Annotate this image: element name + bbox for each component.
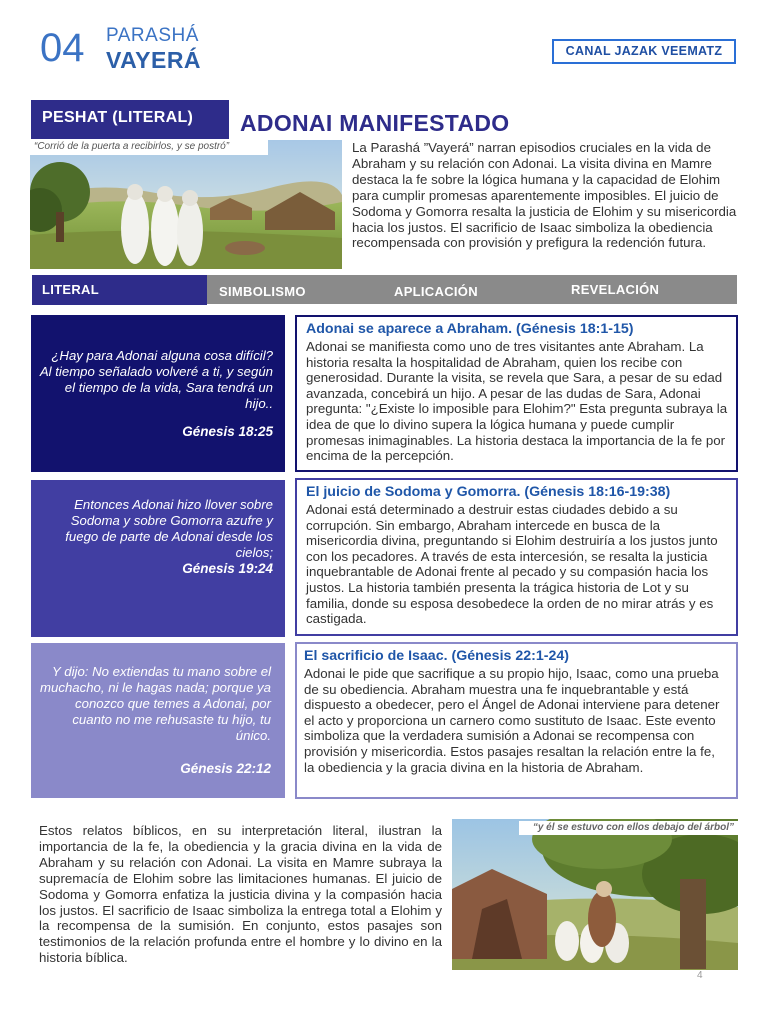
tab-revelacion[interactable]: REVELACIÓN: [561, 272, 737, 304]
quote-text: Y dijo: No extiendas tu mano sobre el muchacho, ni le hagas nada; porque ya conozco que temes a Adonai, por cuanto no me rehusaste tu hijo, tu único.: [40, 664, 271, 743]
card-title: Adonai se aparece a Abraham. (Génesis 18:1-15): [306, 321, 634, 337]
tab-bar: [32, 275, 737, 304]
summary-text: Estos relatos bíblicos, en su interpretación literal, ilustran la importancia de la fe, la obediencia y la gracia divina en la vida de Abraham y su relación con Adonai. La visita en Mamre subraya la supremacía de Elohim sobre las limitaciones humanas. El juicio de Sodoma y Gomorra enfatiza la justicia divina y la compasión hacia los justos. El sacrificio de Isaac simboliza la entrega total a Elohim y la recompensa de la sumisión. En conjunto, estos pasajes son testimonios de la relación profunda entre el hombre y lo divino en la historia bíblica.: [39, 823, 442, 966]
tab-literal[interactable]: LITERAL: [32, 275, 207, 305]
story-card: [295, 642, 738, 799]
page-number: 4: [697, 970, 703, 981]
quote-reference: Génesis 18:25: [182, 424, 273, 439]
story-card: [295, 315, 738, 472]
quote-reference: Génesis 22:12: [180, 761, 271, 776]
scene-caption: “y él se estuvo con ellos debajo del árbol”: [519, 821, 738, 835]
quote-box: [31, 315, 285, 472]
card-title: El juicio de Sodoma y Gomorra. (Génesis 18:16-19:38): [306, 484, 671, 500]
section-badge: PESHAT (LITERAL): [31, 100, 229, 139]
card-text: Adonai le pide que sacrifique a su propio hijo, Isaac, como una prueba de su obediencia. Abraham muestra una fe inquebrantable y está dispuesto a obedecer, pero el Ángel de Adonai interviene para detener el acto y proporciona un carnero como sustituto de Isaac. Este evento simboliza que la verdadera sumisión a Adonai se recompensa con provisión y misericordia. Estos pasajes resaltan la relación entre la fe, la obediencia y la gracia divina en la historia de Abraham.: [304, 666, 720, 775]
story-card: [295, 478, 738, 636]
card-title: El sacrificio de Isaac. (Génesis 22:1-24): [304, 648, 569, 664]
quote-reference: Génesis 19:24: [182, 561, 273, 576]
parasha-name: VAYERÁ: [106, 47, 202, 73]
quote-box: [31, 480, 285, 637]
channel-badge[interactable]: CANAL JAZAK VEEMATZ: [552, 39, 736, 64]
card-text: Adonai se manifiesta como uno de tres visitantes ante Abraham. La historia resalta la hospitalidad de Abraham, quien los recibe con generosidad. Durante la visita, se revela que Sara, a pesar de su edad avanzada, concebirá un hijo. A pesar de las dudas de Sara, Adonai pregunta: "¿Existe lo imposible para Elohim?" Esta pregunta subraya la idea de que lo divino supera la lógica humana y puede cumplir promesas inimaginables. La historia destaca la importancia de la fe por encima de la percepción.: [306, 339, 728, 464]
page-title: ADONAI MANIFESTADO: [240, 110, 510, 136]
quote-text: Entonces Adonai hizo llover sobre Sodoma y sobre Gomorra azufre y fuego de parte de Adonai desde los cielos;: [65, 497, 273, 560]
quote-text: ¿Hay para Adonai alguna cosa difícil? Al tiempo señalado volveré a ti, y según el tiempo de la vida, Sara tendrá un hijo..: [39, 348, 273, 411]
card-text: Adonai está determinado a destruir estas ciudades debido a su corrupción. Sin embargo, Abraham intercede en busca de la misericordia divina, preguntando si Elohim destruiría a los justos junto con los pecadores. A través de esta intercesión, se resalta la justicia inquebrantable de Adonai frente al pecado y su compasión hacia los justos. La historia también presenta la trágica historia de Lot y su familia, donde su esposa desobedece la orden de no mirar atrás y es castigada.: [306, 502, 718, 627]
scene-image: [452, 819, 738, 970]
tab-aplicacion[interactable]: APLICACIÓN: [394, 284, 478, 299]
intro-text: La Parashá ”Vayerá” narran episodios cruciales en la vida de Abraham y su relación con Adonai. La visita divina en Mamre destaca la fe sobre la lógica humana y la capacidad de Elohim para cumplir promesas aparentemente imposibles. El juicio de Sodoma y Gomorra resalta la justicia de Elohim y su misericordia hacia los justos. El sacrificio de Isaac simboliza la obediencia recompensada con provisión y prefigura la redención futura.: [352, 140, 737, 251]
chapter-number: 04: [40, 26, 85, 70]
hero-caption: “Corrió de la puerta a recibirlos, y se postró”: [30, 139, 268, 155]
tab-simbolismo[interactable]: SIMBOLISMO: [219, 284, 306, 299]
hero-image: [30, 140, 342, 269]
parasha-label: PARASHÁ: [106, 25, 199, 46]
quote-box: [31, 643, 285, 798]
